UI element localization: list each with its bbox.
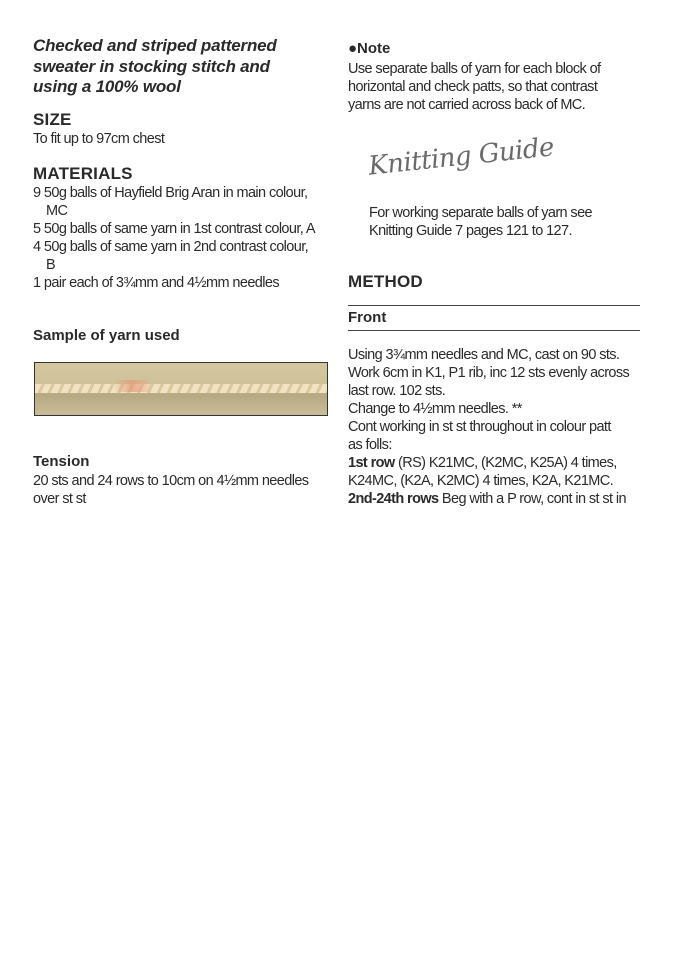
guide-line: For working separate balls of yarn see bbox=[369, 205, 593, 221]
tension-line: 20 sts and 24 rows to 10cm on 4½mm needles bbox=[33, 473, 309, 489]
yarn-sample-image bbox=[34, 362, 328, 416]
pattern-title bbox=[33, 36, 277, 98]
note-line: horizontal and check patts, so that contrast bbox=[348, 79, 598, 95]
row2-label: 2nd-24th rows bbox=[348, 491, 439, 507]
materials-line: B bbox=[46, 257, 56, 273]
method-heading: METHOD bbox=[348, 272, 423, 291]
materials-line: 1 pair each of 3¾mm and 4½mm needles bbox=[33, 275, 279, 291]
front-heading: Front bbox=[348, 309, 387, 326]
note-line: yarns are not carried across back of MC. bbox=[348, 97, 586, 113]
guide-line: Knitting Guide 7 pages 121 to 127. bbox=[369, 223, 572, 239]
note-heading: ●Note bbox=[348, 40, 391, 57]
size-heading: SIZE bbox=[33, 110, 72, 129]
method-line: last row. 102 sts. bbox=[348, 383, 446, 399]
method-line: as folls: bbox=[348, 437, 392, 453]
tension-heading: Tension bbox=[33, 453, 90, 470]
tension-line: over st st bbox=[33, 491, 86, 507]
row1-text: K24MC, (K2A, K2MC) 4 times, K2A, K21MC. bbox=[348, 473, 614, 489]
method-line: Using 3¾mm needles and MC, cast on 90 sts. bbox=[348, 347, 620, 363]
sample-heading: Sample of yarn used bbox=[33, 327, 180, 344]
row1-label: 1st row bbox=[348, 455, 395, 471]
guide-text bbox=[369, 204, 592, 240]
note-text bbox=[348, 60, 600, 114]
method-line: Cont working in st st throughout in colour patt bbox=[348, 419, 611, 435]
row1-text: (RS) K21MC, (K2MC, K25A) 4 times, bbox=[394, 455, 617, 471]
row2-line bbox=[348, 490, 629, 508]
materials-line: 9 50g balls of Hayfield Brig Aran in main colour, bbox=[33, 185, 308, 201]
divider bbox=[348, 305, 640, 306]
method-line: Change to 4½mm needles. ** bbox=[348, 401, 522, 417]
size-text: To fit up to 97cm chest bbox=[33, 131, 165, 147]
method-line: Work 6cm in K1, P1 rib, inc 12 sts evenly across bbox=[348, 365, 630, 381]
title-line: sweater in stocking stitch and bbox=[33, 56, 270, 76]
method-text bbox=[348, 346, 629, 508]
materials-list bbox=[33, 184, 315, 292]
row1-line bbox=[348, 454, 629, 472]
materials-line: MC bbox=[46, 203, 68, 219]
row2-text: Beg with a P row, cont in st st in bbox=[438, 491, 626, 507]
knitting-guide-logo: Knitting Guide bbox=[366, 132, 556, 182]
title-line: using a 100% wool bbox=[33, 77, 181, 96]
materials-line: 5 50g balls of same yarn in 1st contrast colour, A bbox=[33, 221, 315, 237]
tension-text bbox=[33, 472, 308, 508]
materials-heading: MATERIALS bbox=[33, 164, 133, 183]
note-line: Use separate balls of yarn for each block of bbox=[348, 61, 601, 77]
materials-line: 4 50g balls of same yarn in 2nd contrast colour, bbox=[33, 239, 309, 255]
divider bbox=[348, 330, 640, 331]
title-line: Checked and striped patterned bbox=[33, 36, 277, 55]
